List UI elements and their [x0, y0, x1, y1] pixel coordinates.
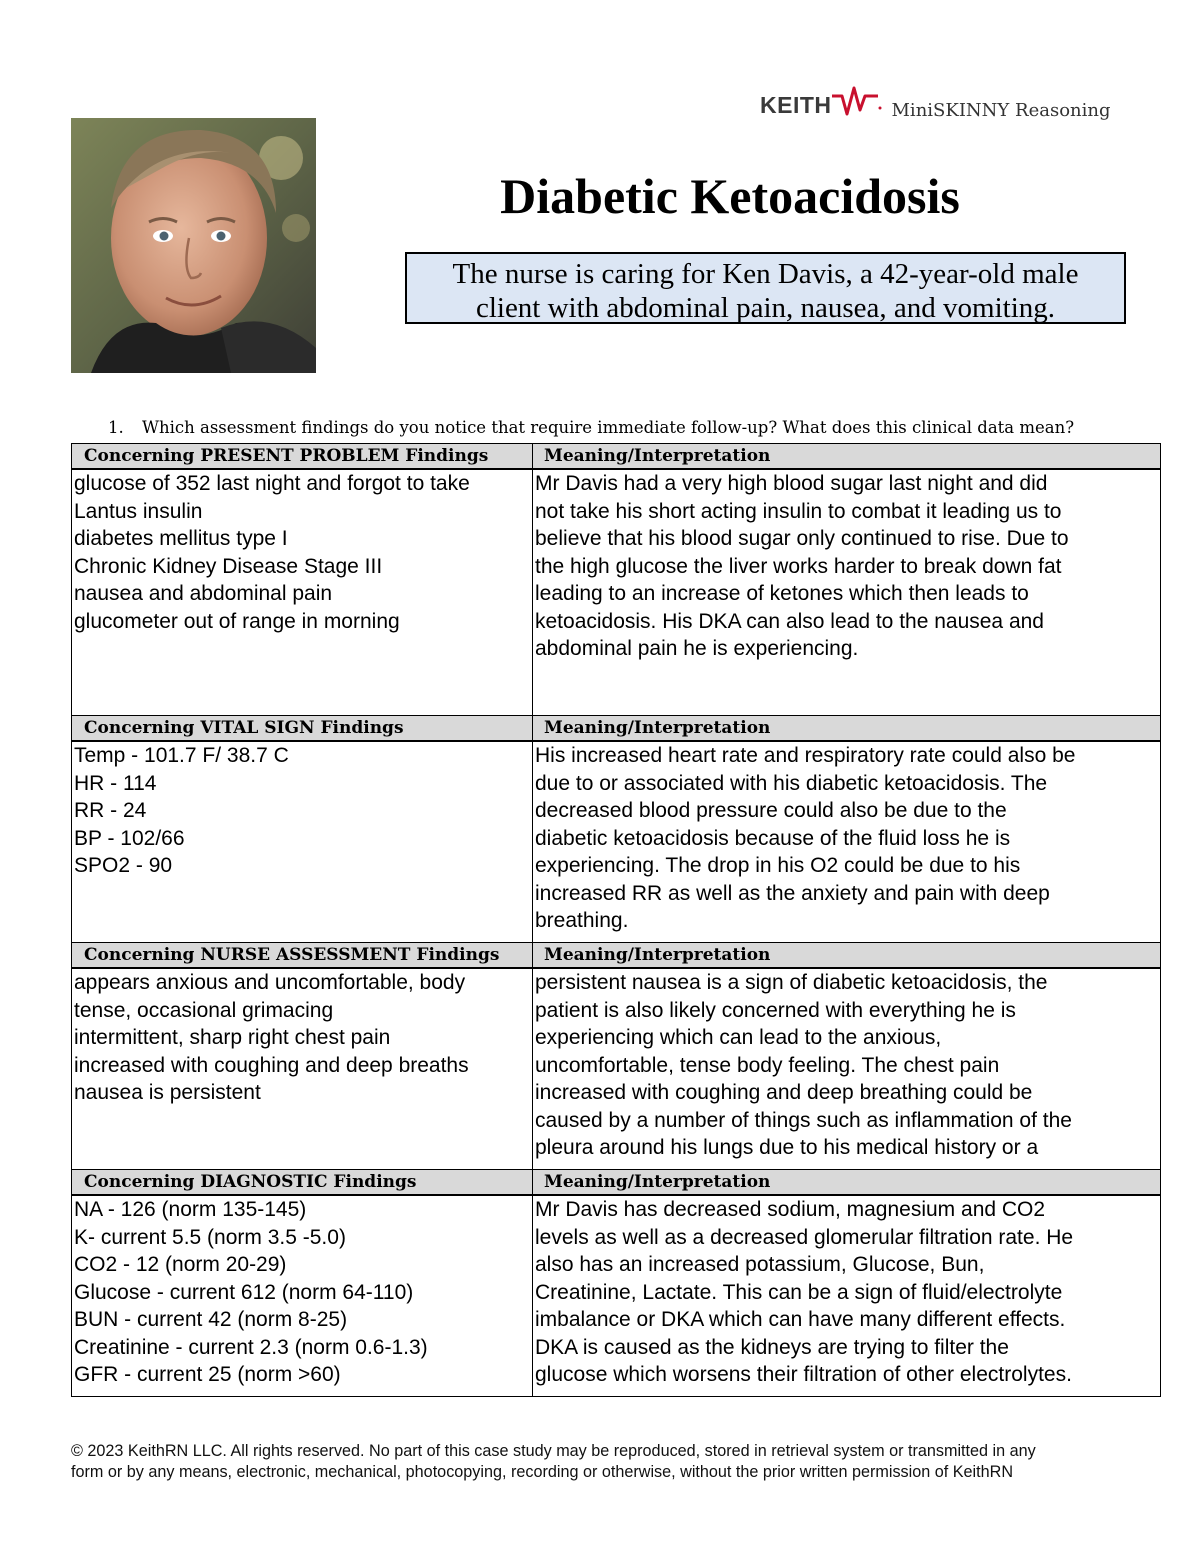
- meaning-line: pleura around his lungs due to his medical history or a: [535, 1136, 1039, 1159]
- finding-item: Lantus insulin: [74, 499, 203, 523]
- finding-item: diabetes mellitus type I: [74, 527, 288, 550]
- meaning-heading: Meaning/Interpretation: [533, 943, 1161, 969]
- findings-cell: [72, 968, 533, 1170]
- finding-item: nausea is persistent: [74, 1081, 261, 1104]
- section-header-row: [72, 1170, 1161, 1196]
- meaning-line: believe that his blood sugar only continued to rise. Due to: [535, 527, 1069, 550]
- meaning-line: imbalance or DKA which can have many different effects.: [535, 1308, 1066, 1331]
- section-body-row: [72, 1195, 1161, 1397]
- case-statement-line: The nurse is caring for Ken Davis, a 42-year-old male: [452, 258, 1079, 290]
- meaning-line: His increased heart rate and respiratory rate could also be: [535, 744, 1076, 767]
- finding-item: K- current 5.5 (norm 3.5 -5.0): [74, 1225, 346, 1249]
- finding-item: intermittent, sharp right chest pain: [74, 1026, 391, 1049]
- patient-photo: [71, 118, 316, 373]
- section-body-row: [72, 741, 1161, 943]
- findings-heading: Concerning VITAL SIGN Findings: [72, 716, 533, 742]
- meaning-line: abdominal pain he is experiencing.: [535, 637, 859, 660]
- findings-heading: Concerning DIAGNOSTIC Findings: [72, 1170, 533, 1196]
- findings-cell: [72, 1195, 533, 1397]
- case-statement-box: [405, 252, 1126, 324]
- brand-logo: KEITH: [760, 92, 832, 118]
- brand-header: [760, 78, 1111, 121]
- section-header-row: [72, 716, 1161, 742]
- meaning-heading: Meaning/Interpretation: [533, 1170, 1161, 1196]
- meaning-line: leading to an increase of ketones which then leads to: [535, 582, 1029, 605]
- meaning-line: diabetic ketoacidosis because of the fluid loss he is: [535, 826, 1011, 850]
- findings-heading: Concerning NURSE ASSESSMENT Findings: [72, 943, 533, 969]
- finding-item: CO2 - 12 (norm 20-29): [74, 1253, 287, 1276]
- meaning-line: experiencing which can lead to the anxious,: [535, 1026, 942, 1049]
- meaning-heading: Meaning/Interpretation: [533, 716, 1161, 742]
- section-header-row: [72, 444, 1161, 470]
- meaning-line: increased with coughing and deep breathing could be: [535, 1081, 1033, 1104]
- rn-wave-logo-icon: [832, 86, 884, 118]
- section-header-row: [72, 943, 1161, 969]
- findings-cell: [72, 469, 533, 716]
- question-1: [108, 417, 1148, 439]
- finding-item: appears anxious and uncomfortable, body: [74, 971, 466, 994]
- finding-item: increased with coughing and deep breaths: [74, 1053, 469, 1077]
- meaning-line: Mr Davis had a very high blood sugar last night and did: [535, 472, 1048, 495]
- footer-line: © 2023 KeithRN LLC. All rights reserved. No part of this case study may be reproduced, stored in retrieval system or transmitted in any: [71, 1442, 1036, 1460]
- meaning-line: not take his short acting insulin to combat it leading us to: [535, 499, 1062, 523]
- section-body-row: [72, 968, 1161, 1170]
- finding-item: Glucose - current 612 (norm 64-110): [74, 1280, 414, 1304]
- finding-item: BUN - current 42 (norm 8-25): [74, 1308, 348, 1331]
- finding-item: nausea and abdominal pain: [74, 582, 333, 605]
- meaning-line: patient is also likely concerned with everything he is: [535, 998, 1016, 1022]
- finding-item: glucose of 352 last night and forgot to take: [74, 472, 470, 495]
- meaning-cell: [533, 741, 1161, 943]
- copyright-footer: [71, 1441, 1139, 1483]
- page-title: Diabetic Ketoacidosis: [500, 168, 960, 224]
- series-name: MiniSKINNY Reasoning: [891, 100, 1111, 121]
- meaning-line: increased RR as well as the anxiety and pain with deep: [535, 881, 1050, 905]
- meaning-line: glucose which worsens their filtration of other electrolytes.: [535, 1363, 1072, 1386]
- meaning-line: the high glucose the liver works harder to break down fat: [535, 554, 1062, 578]
- meaning-line: breathing.: [535, 909, 629, 932]
- findings-heading: Concerning PRESENT PROBLEM Findings: [72, 444, 533, 470]
- section-body-row: [72, 469, 1161, 716]
- meaning-line: persistent nausea is a sign of diabetic ketoacidosis, the: [535, 971, 1048, 994]
- findings-table: [71, 443, 1161, 1397]
- meaning-heading: Meaning/Interpretation: [533, 444, 1161, 470]
- meaning-cell: [533, 1195, 1161, 1397]
- meaning-cell: [533, 968, 1161, 1170]
- finding-item: RR - 24: [74, 799, 147, 822]
- finding-item: SPO2 - 90: [74, 854, 173, 877]
- meaning-line: caused by a number of things such as inflammation of the: [535, 1108, 1072, 1132]
- finding-item: tense, occasional grimacing: [74, 998, 334, 1022]
- meaning-line: experiencing. The drop in his O2 could be due to his: [535, 854, 1021, 877]
- meaning-line: uncomfortable, tense body feeling. The chest pain: [535, 1053, 1000, 1077]
- meaning-line: due to or associated with his diabetic ketoacidosis. The: [535, 771, 1048, 795]
- case-statement-line: client with abdominal pain, nausea, and vomiting.: [475, 292, 1056, 324]
- footer-line: form or by any means, electronic, mechanical, photocopying, recording or otherwise, without the prior written permission of KeithRN: [71, 1463, 1014, 1481]
- meaning-cell: [533, 469, 1161, 716]
- finding-item: glucometer out of range in morning: [74, 609, 400, 633]
- meaning-line: ketoacidosis. His DKA can also lead to the nausea and: [535, 609, 1044, 633]
- finding-item: Creatinine - current 2.3 (norm 0.6-1.3): [74, 1335, 428, 1359]
- meaning-line: Creatinine, Lactate. This can be a sign of fluid/electrolyte: [535, 1280, 1063, 1304]
- finding-item: NA - 126 (norm 135-145): [74, 1198, 307, 1221]
- finding-item: GFR - current 25 (norm >60): [74, 1363, 341, 1386]
- finding-item: Temp - 101.7 F/ 38.7 C: [74, 744, 289, 767]
- finding-item: Chronic Kidney Disease Stage III: [74, 554, 383, 578]
- question-text: Which assessment findings do you notice that require immediate follow-up? What does this clinical data mean?: [142, 418, 1075, 437]
- question-number: 1.: [108, 418, 124, 437]
- meaning-line: levels as well as a decreased glomerular filtration rate. He: [535, 1225, 1074, 1249]
- meaning-line: decreased blood pressure could also be due to the: [535, 799, 1007, 822]
- meaning-line: Mr Davis has decreased sodium, magnesium and CO2: [535, 1198, 1046, 1221]
- findings-cell: [72, 741, 533, 943]
- patient-portrait-image: [71, 118, 316, 373]
- finding-item: BP - 102/66: [74, 826, 185, 850]
- finding-item: HR - 114: [74, 771, 157, 795]
- meaning-line: also has an increased potassium, Glucose, Bun,: [535, 1253, 985, 1276]
- meaning-line: DKA is caused as the kidneys are trying to filter the: [535, 1335, 1009, 1359]
